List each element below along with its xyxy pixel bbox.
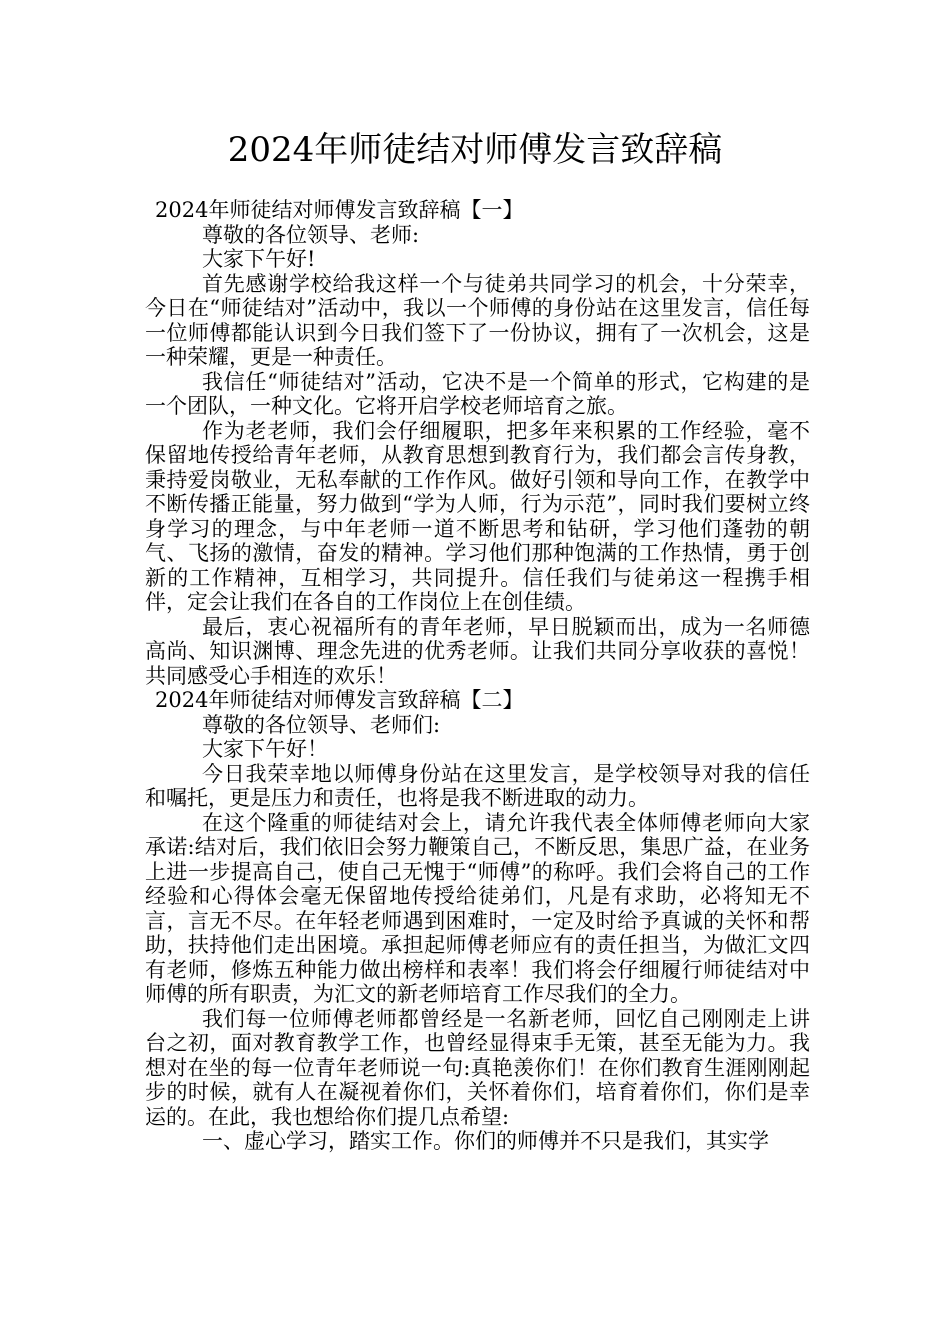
body-paragraph: 一、虚心学习，踏实工作。你们的师傅并不只是我们，其实学 (202, 1129, 769, 1153)
body-paragraph: 我们每一位师傅老师都曾经是一名新老师，回忆自己刚刚走上讲台之初，面对教育教学工作，也曾经显得束手无策，甚至无能为力。我想对在坐的每一位青年老师说一句:真艳羡你们！在你们教育生涯刚刚起步的时候，就有人在凝视着你们，关怀着你们，培育着你们，你们是幸运的。在此，我也想给你们提几点希望: (145, 1006, 810, 1129)
body-paragraph: 作为老老师，我们会仔细履职，把多年来积累的工作经验，毫不保留地传授给青年老师，从教育思想到教育行为，我们都会言传身教，秉持爱岗敬业，无私奉献的工作作风。做好引领和导向工作，在教学中不断传播正能量，努力做到“学为人师，行为示范”，同时我们要树立终身学习的理念，与中年老师一道不断思考和钻研，学习他们蓬勃的朝气、飞扬的激情，奋发的精神。学习他们那种饱满的工作热情，勇于创新的工作精神，互相学习，共同提升。信任我们与徒弟这一程携手相伴，定会让我们在各自的工作岗位上在创佳绩。 (145, 418, 810, 614)
section-heading-1: 2024年师徒结对师傅发言致辞稿【一】 (155, 198, 524, 222)
body-paragraph: 最后，衷心祝福所有的青年老师，早日脱颖而出，成为一名师德高尚、知识渊博、理念先进的优秀老师。让我们共同分享收获的喜悦！共同感受心手相连的欢乐！ (145, 614, 810, 688)
body-paragraph: 今日我荣幸地以师傅身份站在这里发言，是学校领导对我的信任和嘱托，更是压力和责任，也将是我不断进取的动力。 (145, 761, 810, 810)
body-paragraph: 在这个隆重的师徒结对会上，请允许我代表全体师傅老师向大家承诺:结对后，我们依旧会努力鞭策自己，不断反思，集思广益，在业务上进一步提高自己，使自己无愧于“师傅”的称呼。我们会将自己的工作经验和心得体会毫无保留地传授给徒弟们，凡是有求助，必将知无不言，言无不尽。在年轻老师遇到困难时，一定及时给予真诚的关怀和帮助，扶持他们走出困境。承担起师傅老师应有的责任担当，为做汇文四有老师，修炼五种能力做出榜样和表率！我们将会仔细履行师徒结对中师傅的所有职责，为汇文的新老师培育工作尽我们的全力。 (145, 810, 810, 1006)
body-paragraph: 我信任“师徒结对”活动，它决不是一个简单的形式，它构建的是一个团队，一种文化。它将开启学校老师培育之旅。 (145, 369, 810, 418)
section-heading-2: 2024年师徒结对师傅发言致辞稿【二】 (155, 688, 524, 712)
greeting: 大家下午好！ (202, 737, 328, 761)
document-body (145, 198, 810, 1154)
body-paragraph: 首先感谢学校给我这样一个与徒弟共同学习的机会，十分荣幸，今日在“师徒结对”活动中，我以一个师傅的身份站在这里发言，信任每一位师傅都能认识到今日我们签下了一份协议，拥有了一次机会，这是一种荣耀，更是一种责任。 (145, 271, 810, 369)
salutation: 尊敬的各位领导、老师: (202, 222, 420, 247)
document-title: 2024年师徒结对师傅发言致辞稿 (227, 130, 723, 170)
greeting: 大家下午好! (202, 247, 316, 271)
salutation: 尊敬的各位领导、老师们: (202, 712, 441, 737)
